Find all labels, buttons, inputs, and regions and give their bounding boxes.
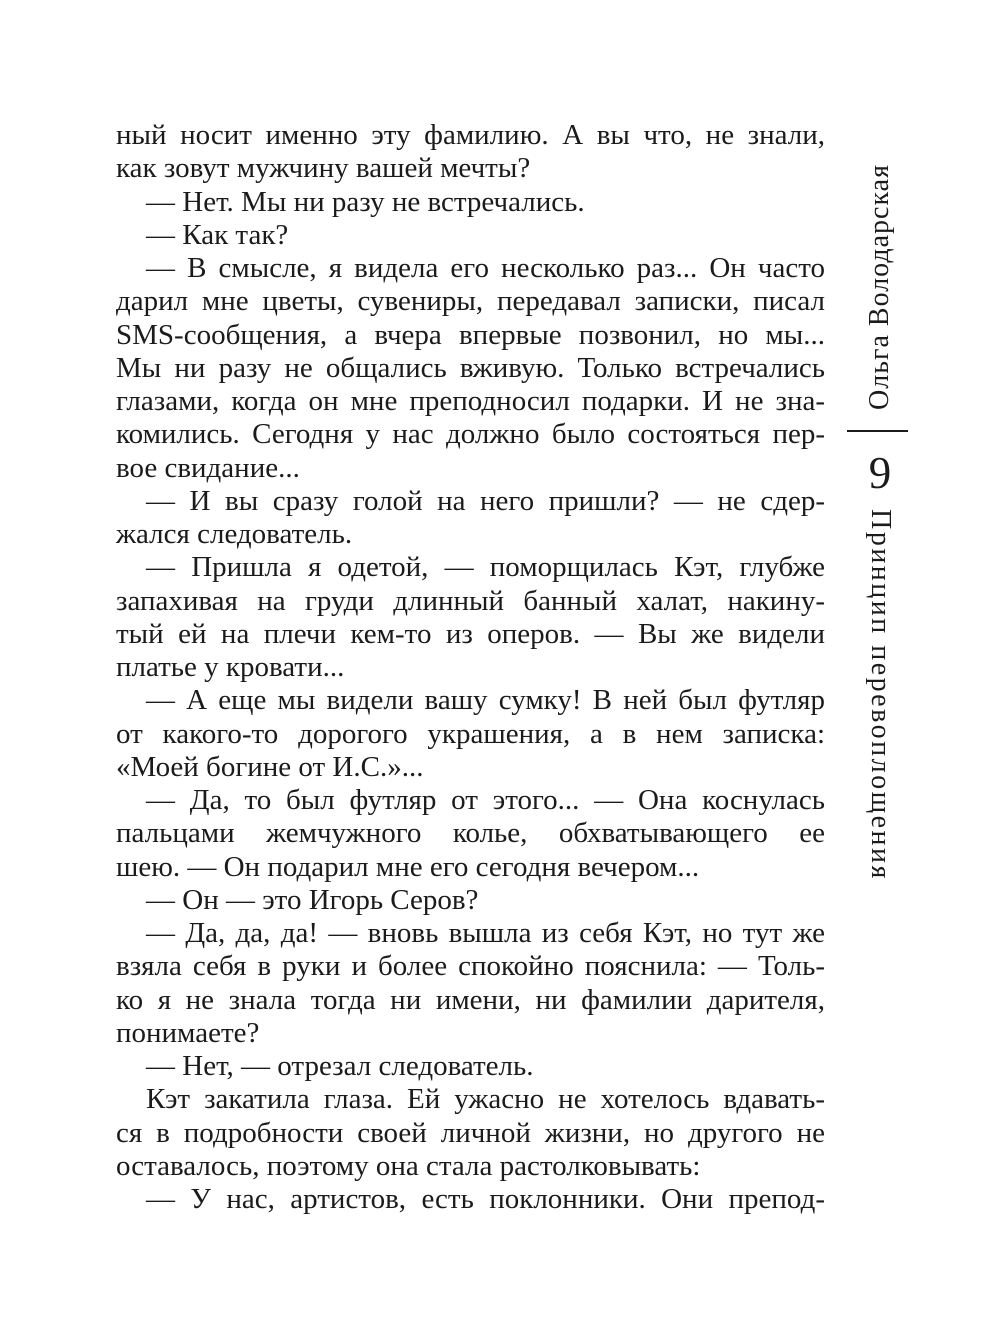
text-line: — Нет, — отрезал следователь.: [146, 1050, 534, 1082]
text-line: комились. Сегодня у нас должно было состояться пер-: [116, 418, 825, 451]
text-line: шею. — Он подарил мне его сегодня вечером...: [116, 850, 700, 883]
text-line: как зовут мужчину вашей мечты?: [116, 152, 531, 185]
text-line: ко я не знала тогда ни имени, ни фамилии дарителя,: [116, 983, 825, 1016]
text-line: дарил мне цветы, сувениры, передавал записки, писал: [116, 285, 825, 318]
text-line: взяла себя в руки и более спокойно пояснила: — Толь-: [116, 950, 825, 983]
text-line: ся в подробности своей личной жизни, но другого не: [116, 1116, 825, 1149]
text-line: платье у кровати...: [116, 651, 345, 683]
text-line: Мы ни разу не общались вживую. Только встречались: [116, 351, 825, 384]
text-line: ный носит именно эту фамилию. А вы что, не знали,: [116, 119, 825, 151]
text-line: от какого-то дорогого украшения, а в нем записка:: [116, 717, 825, 750]
text-line: глазами, когда он мне преподносил подарки. И не зна-: [116, 385, 825, 417]
text-line: — Пришла я одетой, — поморщилась Кэт, глубже: [146, 551, 825, 584]
text-line: — А еще мы видели вашу сумку! В ней был футляр: [146, 684, 825, 717]
text-line: пальцами жемчужного колье, обхватывающего ее: [116, 817, 825, 850]
text-line: — Да, то был футляр от этого... — Она коснулась: [146, 784, 825, 816]
sidebar-divider: [847, 430, 908, 432]
text-line: Кэт закатила глаза. Ей ужасно не хотелось вдавать-: [146, 1083, 825, 1116]
text-line: оставалось, поэтому она стала растолковывать:: [116, 1149, 701, 1182]
page-number: 9: [868, 448, 892, 498]
text-line: — Да, да, да! — вновь вышла из себя Кэт, но тут же: [146, 917, 825, 949]
text-line: — Нет. Мы ни разу не встречались.: [146, 185, 585, 218]
text-line: тый ей на плечи кем-то из оперов. — Вы же видели: [116, 617, 825, 650]
sidebar-author: Ольга Володарская: [864, 164, 895, 410]
text-line: — Он — это Игорь Серов?: [146, 883, 479, 916]
text-line: понимаете?: [116, 1016, 260, 1049]
text-line: «Моей богине от И.С.»...: [116, 750, 424, 783]
text-line: вое свидание...: [116, 451, 300, 484]
text-line: SMS-сообщения, а вчера впервые позвонил, но мы...: [116, 318, 825, 351]
sidebar-book-title: Принцип перевоплощения: [865, 509, 896, 881]
text-line: — Как так?: [146, 218, 289, 251]
text-line: — У нас, артистов, есть поклонники. Они препод-: [146, 1183, 825, 1215]
text-line: — В смысле, я видела его несколько раз... Он часто: [146, 252, 825, 284]
text-line: жался следователь.: [116, 518, 353, 550]
body-text: [116, 119, 825, 1216]
text-line: — И вы сразу голой на него пришли? — не сдер-: [146, 484, 825, 517]
text-line: запахивая на груди длинный банный халат, накину-: [116, 584, 825, 617]
